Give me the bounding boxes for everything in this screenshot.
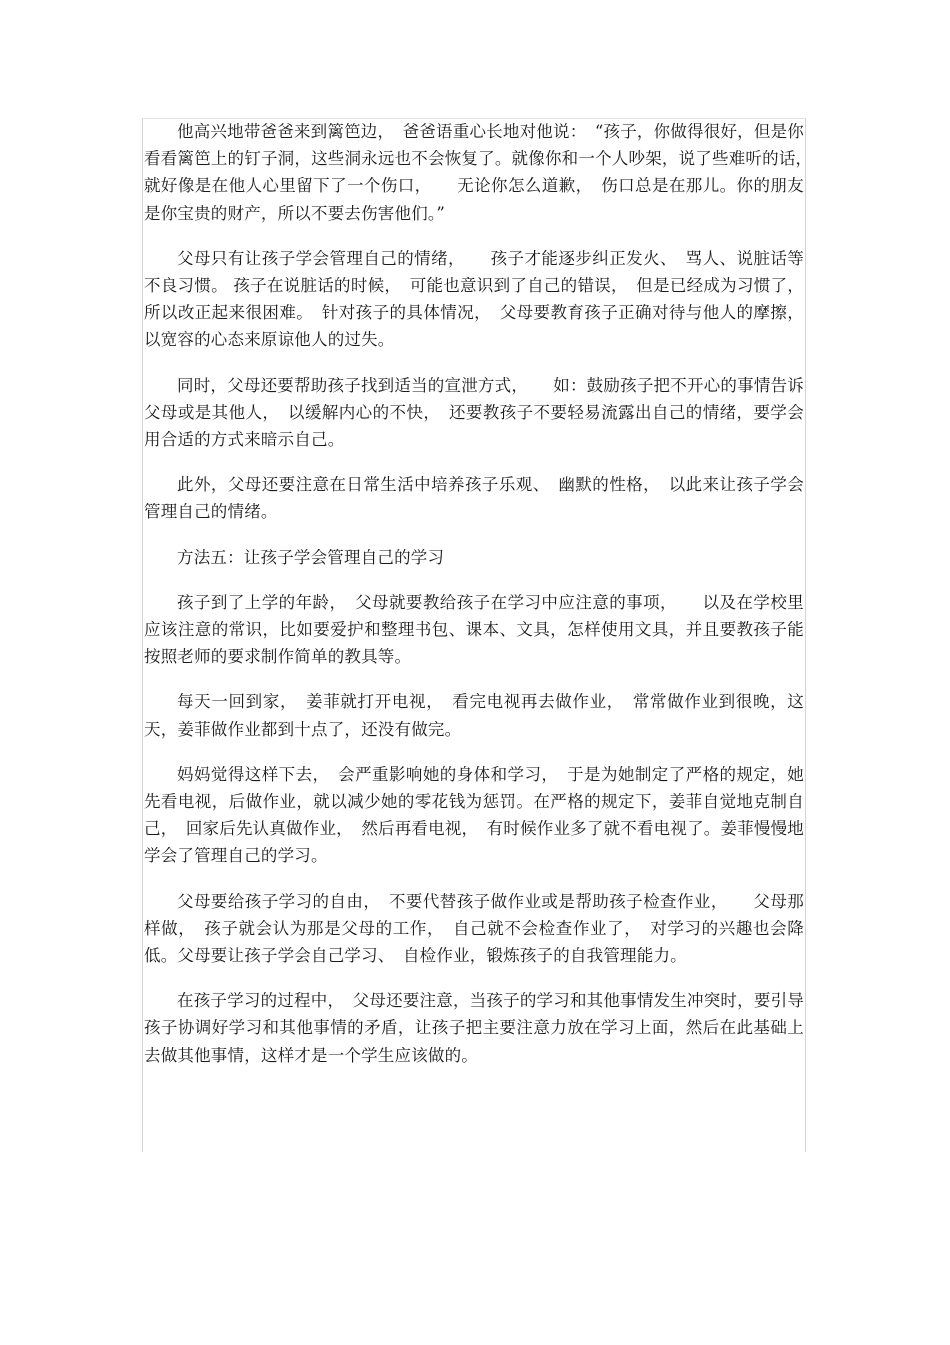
paragraph-3: 同时，父母还要帮助孩子找到适当的宣泄方式， 如：鼓励孩子把不开心的事情告诉父母或是其他人， 以缓解内心的不快， 还要教孩子不要轻易流露出自己的情绪，要学会用合适的方式来暗示自己。 [144,375,804,450]
paragraph-8: 父母要给孩子学习的自由， 不要代替孩子做作业或是帮助孩子检查作业， 父母那样做， 孩子就会认为那是父母的工作， 自己就不会检查作业了， 对学习的兴趣也会降低。父母要让孩子学会自己学习、 自检作业，锻炼孩子的自我管理能力。 [144,891,804,966]
paragraph-4: 此外，父母还要注意在日常生活中培养孩子乐观、 幽默的性格， 以此来让孩子学会管理自己的情绪。 [144,475,804,522]
section-heading: 方法五：让孩子学会管理自己的学习 [177,547,445,567]
paragraph-5: 孩子到了上学的年龄， 父母就要教给孩子在学习中应注意的事项， 以及在学校里应该注意的常识，比如要爱护和整理书包、课本、文具，怎样使用文具，并且要教孩子能按照老师的要求制作简单的教具等。 [144,592,804,667]
document-body [144,118,821,1087]
paragraph-2: 父母只有让孩子学会管理自己的情绪， 孩子才能逐步纠正发火、 骂人、说脏话等不良习惯。 孩子在说脏话的时候， 可能也意识到了自己的错误， 但是已经成为习惯了，所以改正起来很困难。 针对孩子的具体情况， 父母要教育孩子正确对待与他人的摩擦，以宽容的心态来原谅他人的过失。 [144,248,804,350]
paragraph-7: 妈妈觉得这样下去， 会严重影响她的身体和学习， 于是为她制定了严格的规定，她先看电视，后做作业，就以减少她的零花钱为惩罚。在严格的规定下，姜菲自觉地克制自己， 回家后先认真做作业， 然后再看电视， 有时候作业多了就不看电视了。姜菲慢慢地学会了管理自己的学习。 [144,764,804,866]
paragraph-1: 他高兴地带爸爸来到篱笆边， 爸爸语重心长地对他说： “孩子，你做得很好，但是你看看篱笆上的钉子洞，这些洞永远也不会恢复了。就像你和一个人吵架，说了些难听的话， 就好像是在他人心里留下了一个伤口， 无论你怎么道歉， 伤口总是在那儿。你的朋友是你宝贵的财产，所以不要去伤害他们。” [144,122,821,223]
paragraph-6: 每天一回到家， 姜菲就打开电视， 看完电视再去做作业， 常常做作业到很晚，这天，姜菲做作业都到十点了，还没有做完。 [144,692,804,739]
paragraph-9: 在孩子学习的过程中， 父母还要注意，当孩子的学习和其他事情发生冲突时，要引导孩子协调好学习和其他事情的矛盾，让孩子把主要注意力放在学习上面，然后在此基础上去做其他事情，这样才是一个学生应该做的。 [144,991,804,1065]
